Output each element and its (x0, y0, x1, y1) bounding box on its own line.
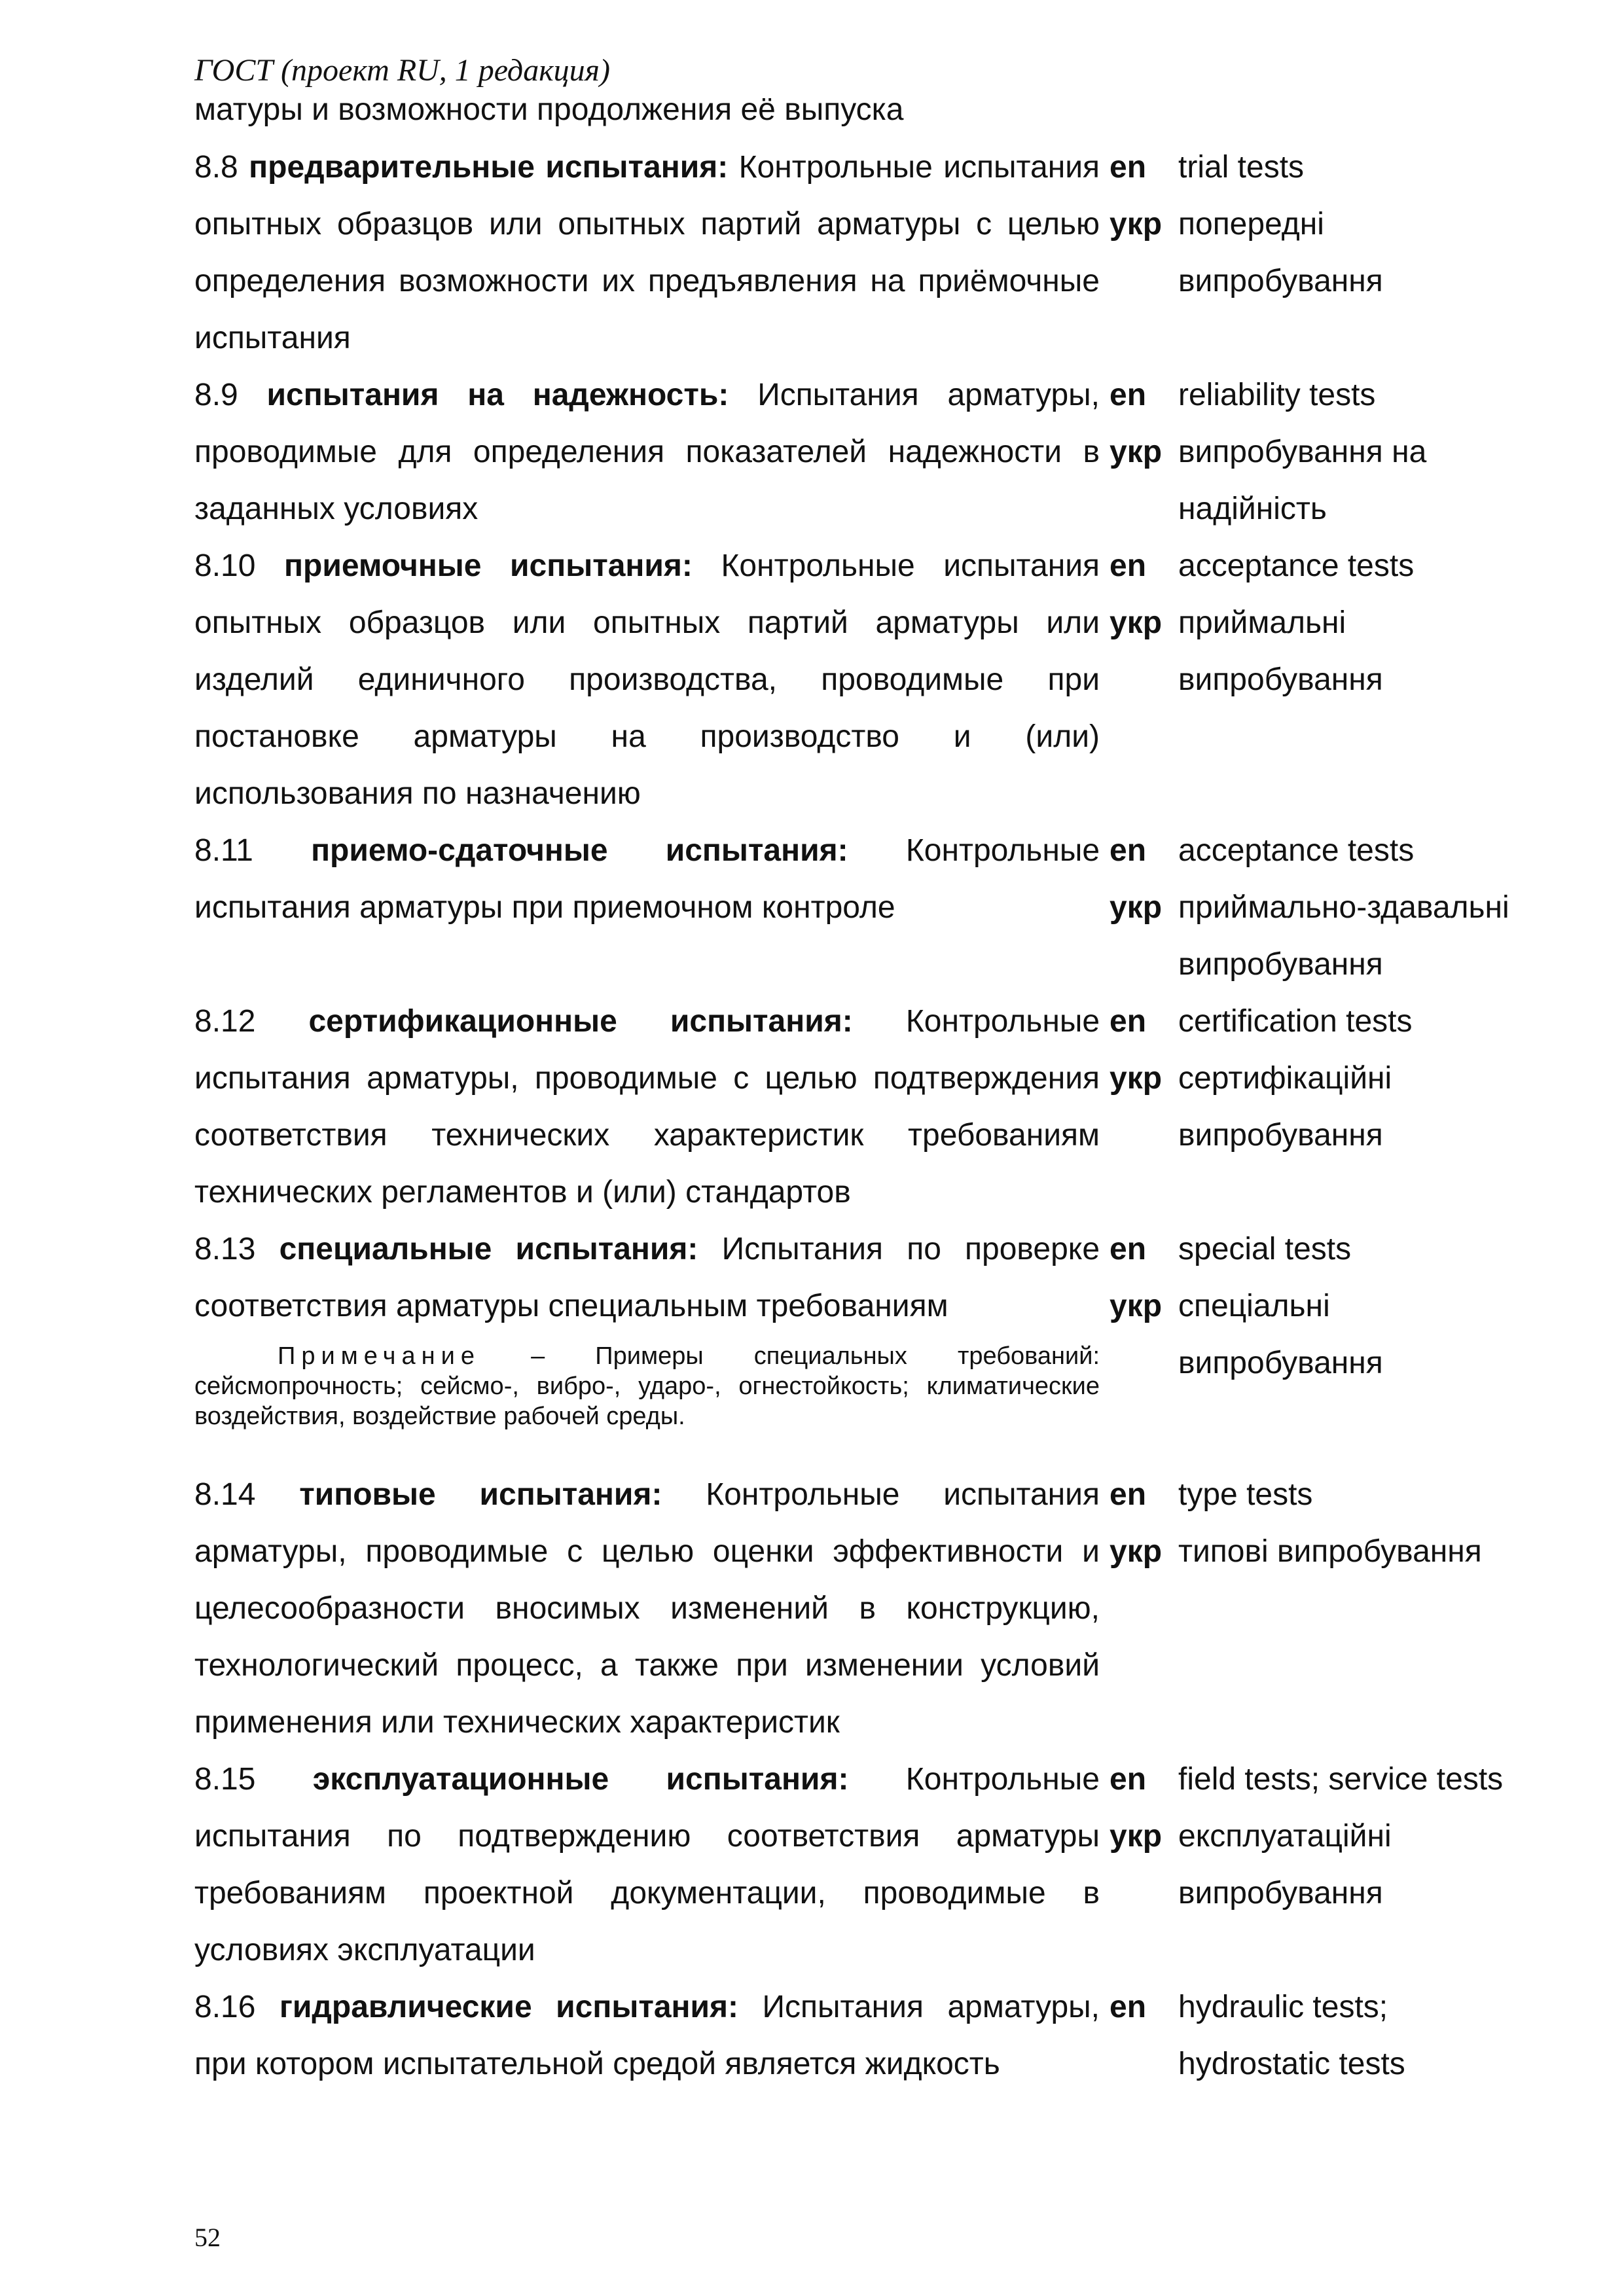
equivalent-en: reliability tests (1178, 378, 1376, 412)
equivalent-en: type tests (1178, 1477, 1313, 1512)
term-definition: Контрольные испытания арматуры, проводимые с целью подтверждения соответствия технических характеристик требованиям технических регламентов и (или) стандартов (194, 1004, 1100, 1210)
term-number: 8.13 (194, 1232, 256, 1266)
lang-label-ukr: укр (1110, 207, 1163, 242)
term-name: предварительные испытания: (249, 150, 729, 185)
term-entries (194, 139, 1595, 2092)
term-name: гидравлические испытания: (279, 1990, 739, 2024)
term-name: специальные испытания: (279, 1232, 698, 1266)
continuation-text: матуры и возможности продолжения её выпуска (194, 92, 904, 127)
equivalent-ukr: спеціальні випробування (1178, 1289, 1383, 1380)
term-entry (194, 1466, 1595, 1751)
lang-label-ukr: укр (1110, 605, 1163, 640)
lang-label-en: en (1110, 833, 1147, 868)
term-name: эксплуатационные испытания: (312, 1762, 849, 1797)
lang-label-en: en (1110, 1004, 1147, 1039)
term-definition: Испытания арматуры, при котором испытательной средой является жидкость (194, 1990, 1100, 2081)
term-number: 8.16 (194, 1990, 256, 2024)
lang-label-ukr: укр (1110, 890, 1163, 925)
page-number: 52 (194, 2223, 221, 2252)
term-entry (194, 1979, 1595, 2092)
term-definition: Контрольные испытания опытных образцов или опытных партий арматуры с целью определения возможности их предъявления на приёмочные испытания (194, 150, 1100, 355)
lang-label-en: en (1110, 548, 1147, 583)
term-definition: Контрольные испытания арматуры, проводимые с целью оценки эффективности и целесообразности вносимых изменений в конструкцию, технологический процесс, а также при изменении условий применения или технических характеристик (194, 1477, 1100, 1740)
term-name: типовые испытания: (299, 1477, 662, 1512)
term-number: 8.8 (194, 150, 238, 185)
lang-label-en: en (1110, 1232, 1147, 1266)
lang-label-en: en (1110, 1990, 1147, 2024)
term-definition: Испытания арматуры, проводимые для определения показателей надежности в заданных условиях (194, 378, 1100, 526)
equivalent-ukr: сертифікаційні випробування (1178, 1061, 1392, 1153)
term-name: сертификационные испытания: (308, 1004, 853, 1039)
lang-label-en: en (1110, 1477, 1147, 1512)
equivalent-ukr: експлуатаційні випробування (1178, 1819, 1392, 1910)
lang-label-en: en (1110, 378, 1147, 412)
equivalent-en: acceptance tests (1178, 833, 1415, 868)
term-definition: Контрольные испытания опытных образцов или опытных партий арматуры или изделий единичного производства, проводимые при постановке арматуры на производство и (или) использования по назначению (194, 548, 1100, 811)
term-number: 8.14 (194, 1477, 256, 1512)
term-number: 8.10 (194, 548, 256, 583)
term-definition: Испытания по проверке соответствия арматуры специальным требованиям (194, 1232, 1100, 1323)
lang-label-ukr: укр (1110, 1061, 1163, 1096)
term-number: 8.11 (194, 833, 253, 868)
term-entry (194, 367, 1595, 537)
lang-label-ukr: укр (1110, 1534, 1163, 1569)
term-entry (194, 822, 1595, 993)
term-entry (194, 993, 1595, 1221)
term-definition: Контрольные испытания арматуры при приемочном контроле (194, 833, 1100, 925)
lang-label-en: en (1110, 1762, 1147, 1797)
term-number: 8.9 (194, 378, 238, 412)
term-entry (194, 1751, 1595, 1979)
equivalent-en: certification tests (1178, 1004, 1413, 1039)
term-name: приемочные испытания: (284, 548, 693, 583)
equivalent-ukr: випробування на надійність (1178, 435, 1427, 526)
equivalent-en: acceptance tests (1178, 548, 1415, 583)
equivalent-en: trial tests (1178, 150, 1305, 185)
term-entry (194, 139, 1595, 367)
note (194, 1341, 1100, 1431)
term-definition: Контрольные испытания по подтверждению соответствия арматуры требованиям проектной документации, проводимые в условиях эксплуатации (194, 1762, 1100, 1967)
lang-label-ukr: укр (1110, 1289, 1163, 1323)
equivalent-en: special tests (1178, 1232, 1352, 1266)
equivalent-ukr: приймальні випробування (1178, 605, 1383, 697)
equivalent-ukr: типові випробування (1178, 1534, 1482, 1569)
running-header: ГОСТ (проект RU, 1 редакция) (194, 53, 610, 88)
term-name: приемо-сдаточные испытания: (311, 833, 848, 868)
equivalent-ukr: попередні випробування (1178, 207, 1383, 298)
term-number: 8.15 (194, 1762, 256, 1797)
term-name: испытания на надежность: (266, 378, 729, 412)
lang-label-ukr: укр (1110, 435, 1163, 469)
equivalent-en: hydraulic tests; hydrostatic tests (1178, 1990, 1405, 2081)
term-entry (194, 1221, 1595, 1466)
term-number: 8.12 (194, 1004, 256, 1039)
lang-label-ukr: укр (1110, 1819, 1163, 1854)
note-text: – Примеры специальных требований: сейсмопрочность; сейсмо-, вибро-, ударо-, огнестойкость; климатические воздействия, воздействие рабочей среды. (194, 1342, 1100, 1430)
term-entry (194, 537, 1595, 822)
equivalent-en: field tests; service tests (1178, 1762, 1504, 1797)
equivalent-ukr: приймально-здавальні випробування (1178, 890, 1509, 982)
lang-label-en: en (1110, 150, 1147, 185)
note-label: Примечание (278, 1342, 480, 1370)
